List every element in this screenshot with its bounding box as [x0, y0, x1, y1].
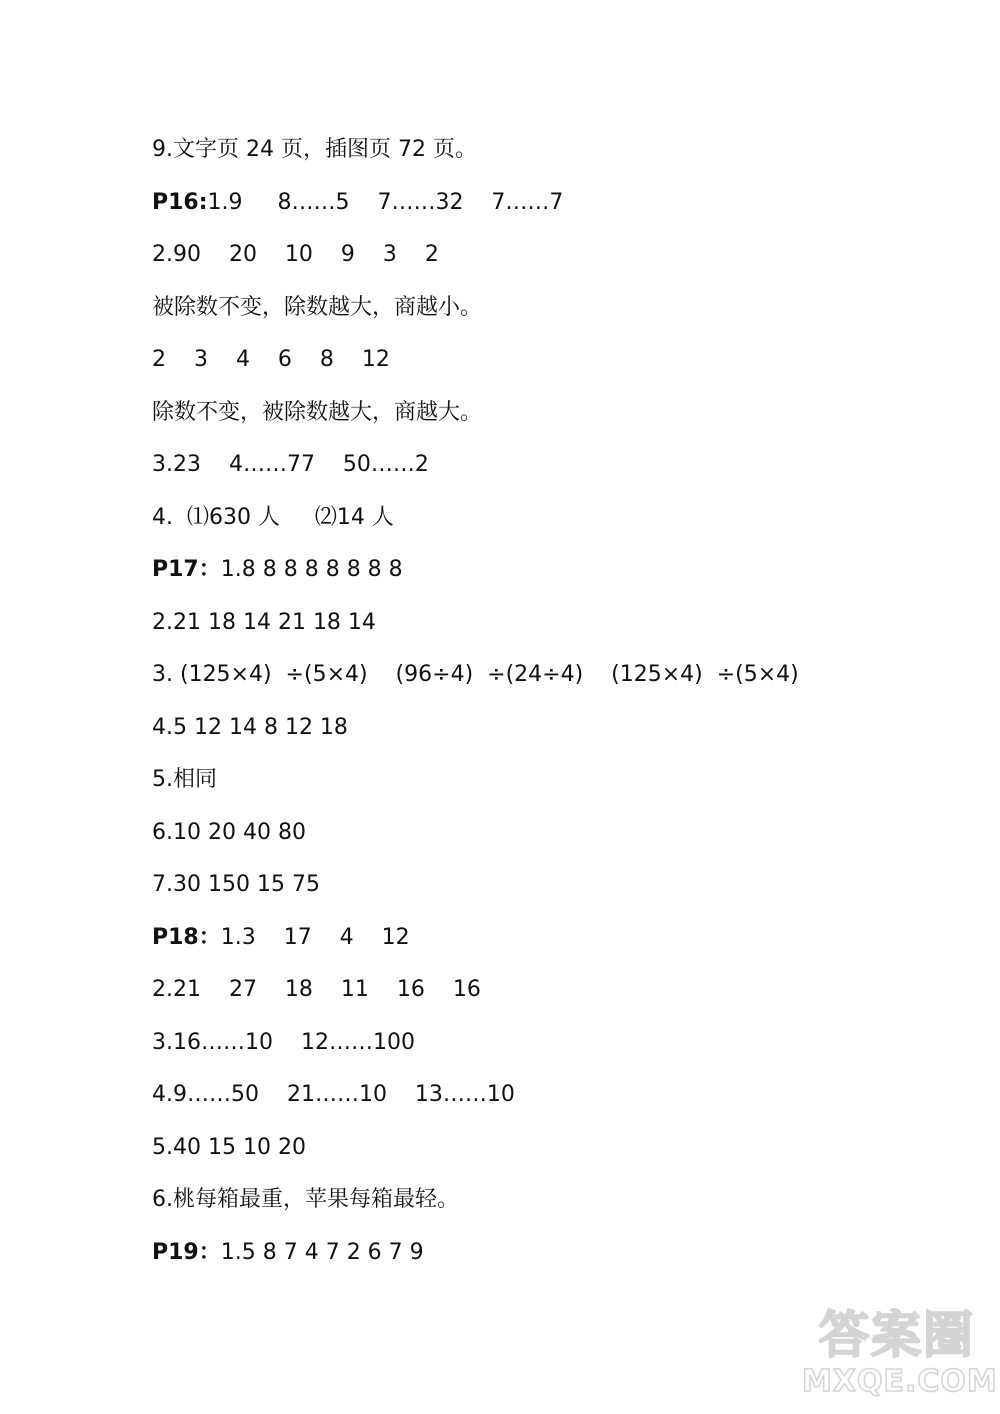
watermark-logo [802, 1306, 998, 1406]
answer-text: 4.9……50 21……10 13……10 [152, 1082, 515, 1107]
page-number-label: P18： [152, 924, 221, 950]
answer-line [152, 708, 972, 761]
answer-text: 2 3 4 6 8 12 [152, 347, 390, 372]
answer-line [152, 183, 972, 236]
answer-line [152, 970, 972, 1023]
answer-text: 2.21 18 14 21 18 14 [152, 609, 376, 635]
page-number-label: P19： [152, 1239, 221, 1265]
answer-line [152, 288, 972, 341]
answer-line [152, 1023, 972, 1076]
answer-text: 1.8 8 8 8 8 8 8 8 [220, 557, 403, 582]
answer-text: 5.相同 [152, 767, 217, 792]
answer-text: 6.10 20 40 80 [152, 819, 306, 845]
answer-text: 除数不变，被除数越大，商越大。 [152, 399, 483, 425]
answer-line [152, 813, 972, 866]
answer-line [152, 1128, 972, 1181]
answer-line [152, 655, 972, 708]
page-number-label: P17： [152, 557, 221, 582]
answer-text: 1.9 8……5 7……32 7……7 [207, 189, 564, 215]
answer-text: 5.40 15 10 20 [152, 1134, 306, 1160]
watermark-top-text: 答案圈 [819, 1306, 975, 1364]
answer-line [152, 340, 972, 393]
answer-line [152, 865, 972, 918]
answer-line [152, 918, 972, 971]
answer-line [152, 498, 972, 551]
answer-text: 2.90 20 10 9 3 2 [152, 242, 439, 267]
answer-line [152, 235, 972, 288]
answer-text: 9.文字页 24 页，插图页 72 页。 [152, 137, 477, 162]
answer-text: 4.5 12 14 8 12 18 [152, 714, 348, 740]
answer-text: 1.3 17 4 12 [220, 924, 410, 950]
answer-line [152, 445, 972, 498]
answer-lines [152, 130, 972, 1285]
answer-text: 3.16……10 12……100 [152, 1029, 415, 1055]
answer-text: 被除数不变，除数越大，商越小。 [152, 294, 483, 320]
answer-text: 3. (125×4) ÷(5×4) (96÷4) ÷(24÷4) (125×4) ÷(5×4) [152, 662, 799, 687]
answer-text: 3.23 4……77 50……2 [152, 452, 429, 477]
answer-text: 6.桃每箱最重，苹果每箱最轻。 [152, 1187, 459, 1212]
answer-text: 1.5 8 7 4 7 2 6 7 9 [220, 1239, 424, 1265]
answer-line [152, 1180, 972, 1233]
page-number-label: P16: [152, 189, 208, 215]
answer-line [152, 1075, 972, 1128]
answer-text: 7.30 150 15 75 [152, 872, 320, 897]
answer-line [152, 130, 972, 183]
watermark-bottom-text: MXQE.COM [802, 1364, 998, 1399]
answer-line [152, 1233, 972, 1286]
answer-line [152, 603, 972, 656]
answer-text: 4. ⑴630 人 ⑵14 人 [152, 504, 394, 530]
answer-text: 2.21 27 18 11 16 16 [152, 977, 481, 1002]
answer-line [152, 393, 972, 446]
answer-line [152, 760, 972, 813]
answer-line [152, 550, 972, 603]
